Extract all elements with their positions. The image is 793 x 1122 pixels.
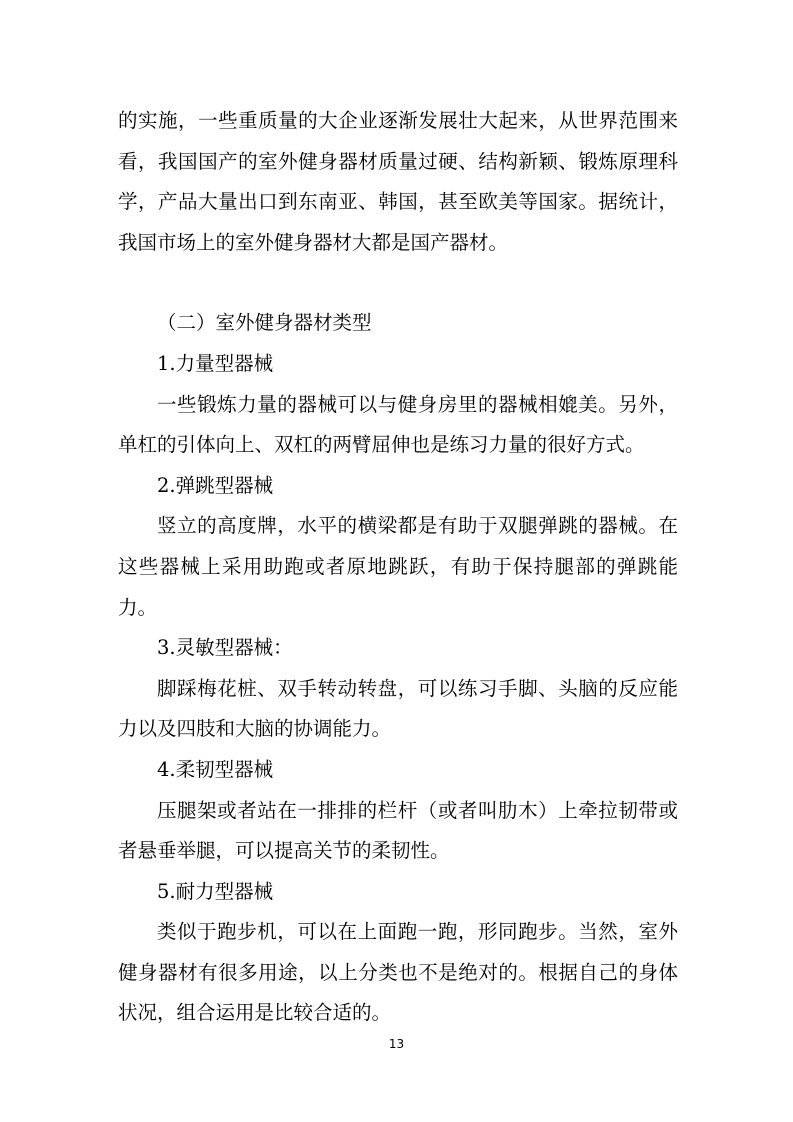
item-title-jumping: 2.弹跳型器械: [157, 473, 274, 497]
item-title-strength: 1.力量型器械: [157, 351, 274, 375]
item-body-endurance: 类似于跑步机，可以在上面跑一跑，形同跑步。当然，室外健身器材有很多用途，以上分类也不是绝对的。根据自己的身体状况，组合运用是比较合适的。: [118, 920, 678, 1025]
item-title-agility: 3.灵敏型器械：: [157, 636, 293, 660]
item-body-agility: 脚踩梅花桩、双手转动转盘，可以练习手脚、头脑的反应能力以及四肢和大脑的协调能力。: [118, 676, 678, 741]
section-title: （二）室外健身器材类型: [157, 311, 372, 335]
item-title-flexibility: 4.柔韧型器械: [157, 757, 274, 781]
item-body-strength: 一些锻炼力量的器械可以与健身房里的器械相媲美。另外，单杠的引体向上、双杠的两臂屈伸也是练习力量的很好方式。: [118, 392, 678, 457]
item-body-flexibility: 压腿架或者站在一排排的栏杆（或者叫肋木）上牵拉韧带或者悬垂举腿，可以提高关节的柔韧性。: [118, 798, 678, 863]
item-body-jumping: 竖立的高度牌，水平的横梁都是有助于双腿弹跳的器械。在这些器械上采用助跑或者原地跳跃，有助于保持腿部的弹跳能力。: [118, 514, 678, 619]
page-body: [118, 101, 678, 1034]
item-title-endurance: 5.耐力型器械: [157, 879, 274, 903]
section-spacer: [118, 263, 678, 303]
intro-paragraph: 的实施，一些重质量的大企业逐渐发展壮大起来，从世界范围来看，我国国产的室外健身器材质量过硬、结构新颖、锻炼原理科学，产品大量出口到东南亚、韩国，甚至欧美等国家。据统计，我国市场上的室外健身器材大都是国产器材。: [118, 109, 678, 254]
page-number: 13: [388, 1037, 405, 1051]
